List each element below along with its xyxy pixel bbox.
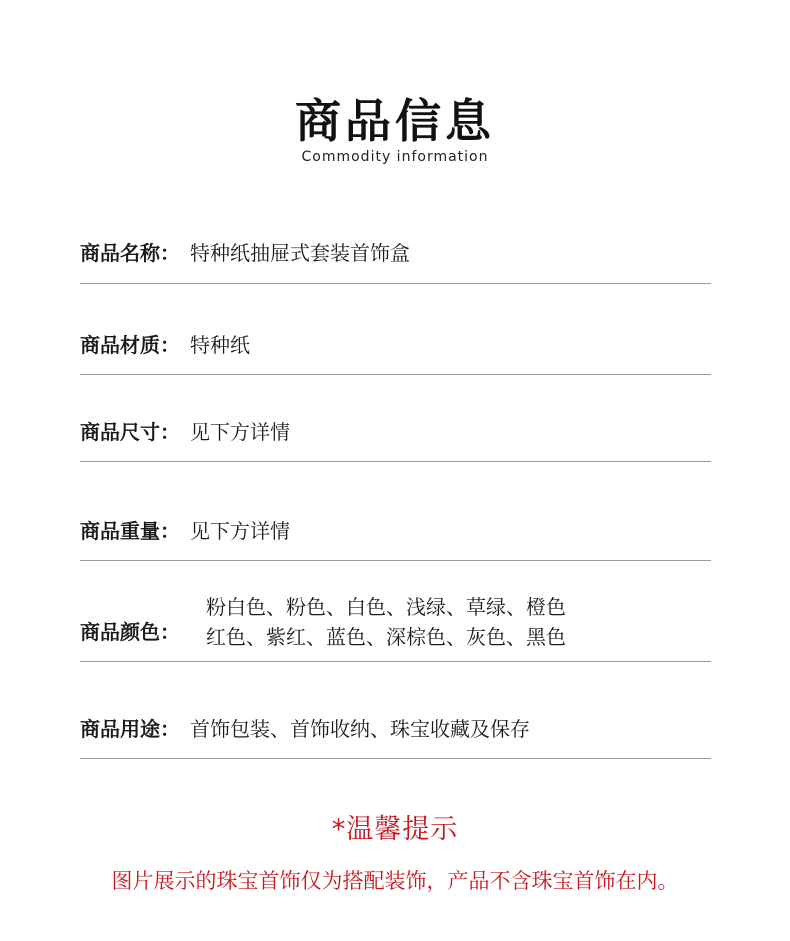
info-label-size: 商品尺寸： bbox=[80, 420, 180, 444]
info-row-weight bbox=[80, 462, 711, 561]
info-value-name: 特种纸抽屉式套装首饰盒 bbox=[190, 241, 410, 265]
notice-title: *温馨提示 bbox=[331, 814, 459, 845]
colors-line-2: 红色、紫红、蓝色、深棕色、灰色、黑色 bbox=[206, 625, 566, 649]
info-value-weight: 见下方详情 bbox=[190, 519, 290, 543]
info-row-name bbox=[80, 225, 711, 284]
info-label-colors: 商品颜色： bbox=[80, 620, 180, 644]
info-value-colors bbox=[206, 592, 566, 652]
info-row-material bbox=[80, 284, 711, 375]
info-label-name: 商品名称： bbox=[80, 241, 180, 265]
info-label-usage: 商品用途： bbox=[80, 717, 180, 741]
info-value-size: 见下方详情 bbox=[190, 420, 290, 444]
info-row-colors bbox=[80, 561, 711, 662]
colors-line-1: 粉白色、粉色、白色、浅绿、草绿、橙色 bbox=[206, 595, 566, 619]
notice-text: 图片展示的珠宝首饰仅为搭配装饰，产品不含珠宝首饰在内。 bbox=[111, 869, 679, 893]
info-row-usage bbox=[80, 662, 711, 759]
info-label-weight: 商品重量： bbox=[80, 519, 180, 543]
page-subtitle: Commodity information bbox=[301, 149, 489, 165]
info-row-size bbox=[80, 375, 711, 462]
info-value-material: 特种纸 bbox=[190, 333, 250, 357]
info-value-usage: 首饰包装、首饰收纳、珠宝收藏及保存 bbox=[190, 717, 530, 741]
page-title: 商品信息 bbox=[295, 94, 495, 148]
info-label-material: 商品材质： bbox=[80, 333, 180, 357]
